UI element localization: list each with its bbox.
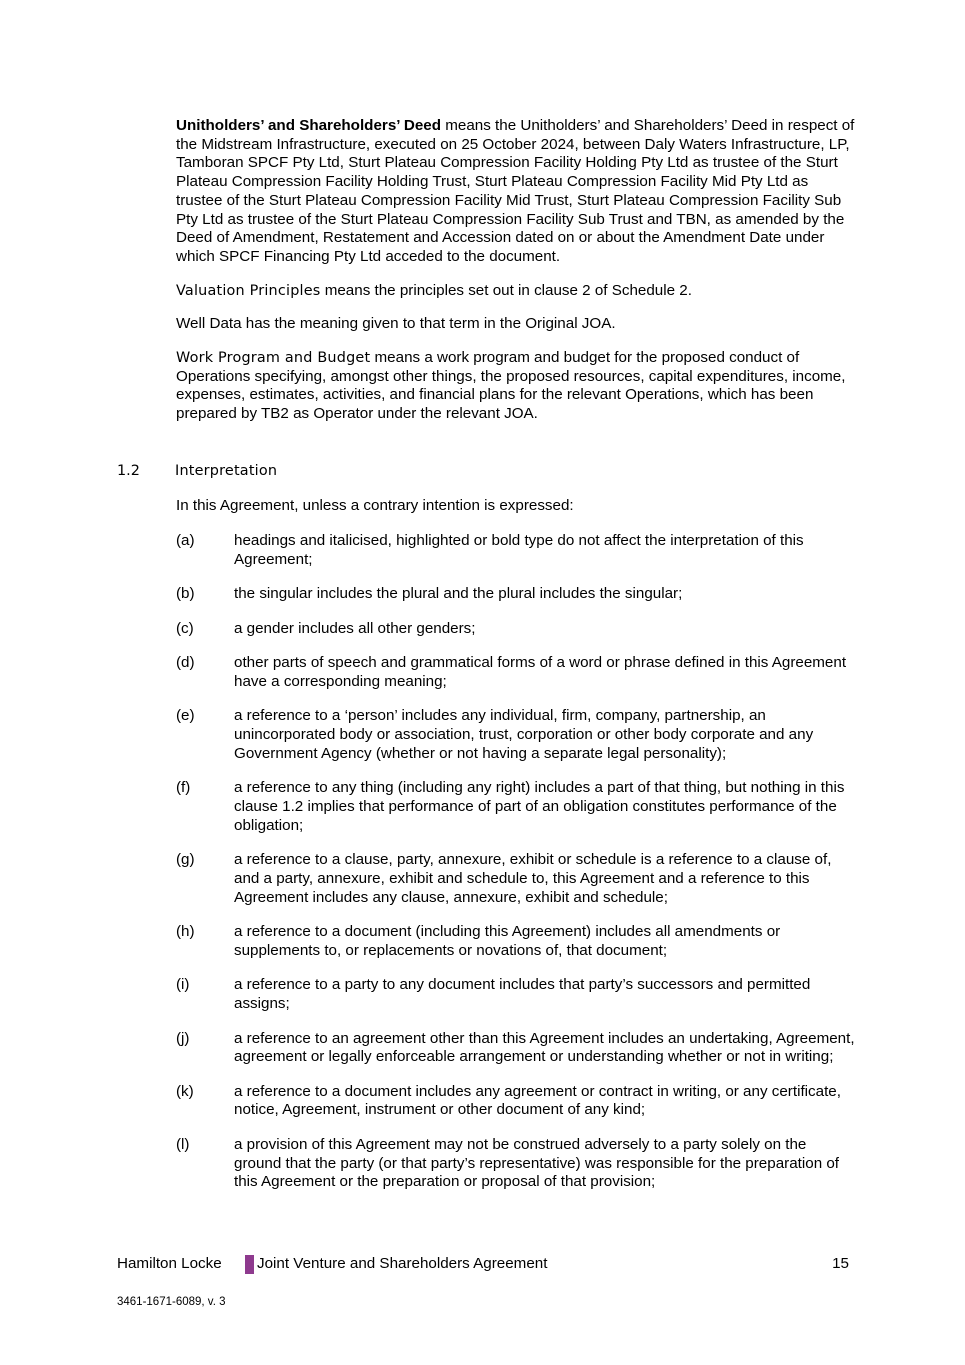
list-item <box>176 1083 857 1120</box>
defined-term: Well Data <box>176 315 242 333</box>
list-item <box>176 1030 857 1067</box>
definition-valuation-principles <box>176 282 856 301</box>
item-label: (e) <box>176 707 195 725</box>
item-label: (j) <box>176 1029 190 1047</box>
defined-term: Work Program and Budget <box>176 350 371 367</box>
definition-text: means a work program and budget for the proposed conduct of Operations specifying, amongst other things, the proposed resources, capital expenditures, income, expenses, estimates, activities, and financial plans for the relevant Operations, which has been prepared by TB2 as Operator under the relevant JOA. <box>176 349 846 423</box>
list-item <box>176 1136 857 1192</box>
definition-text: means the principles set out in clause 2 of Schedule 2. <box>320 281 692 299</box>
defined-term: Valuation Principles <box>176 282 321 299</box>
list-item <box>176 620 857 639</box>
item-text: a reference to a clause, party, annexure, exhibit or schedule is a reference to a clause of, and a party, annexure, exhibit and schedule to, this Agreement and a reference to this Agreement includes any clause, annexure, exhibit and schedule; <box>234 851 832 906</box>
document-id: 3461-1671-6089, v. 3 <box>117 1296 226 1308</box>
item-label: (d) <box>176 654 195 672</box>
list-item <box>176 976 857 1013</box>
list-item <box>176 654 857 691</box>
item-label: (f) <box>176 779 191 797</box>
item-label: (l) <box>176 1135 190 1153</box>
definition-well-data <box>176 315 856 334</box>
section-number: 1.2 <box>117 463 140 479</box>
item-text: a reference to a document includes any agreement or contract in writing, or any certificate, notice, Agreement, instrument or other document of any kind; <box>234 1082 841 1119</box>
item-text: a reference to a document (including this Agreement) includes all amendments or supplements to, or replacements or novations of, that document; <box>234 923 781 959</box>
item-text: a gender includes all other genders; <box>234 619 476 637</box>
item-text: a reference to a party to any document includes that party’s successors and permitted assigns; <box>234 976 811 1013</box>
interpretation-list <box>176 532 857 1208</box>
item-label: (k) <box>176 1082 194 1100</box>
definitions-block <box>176 117 856 439</box>
item-text: the singular includes the plural and the plural includes the singular; <box>234 585 683 603</box>
definition-text: means the Unitholders’ and Shareholders’ Deed in respect of the Midstream Infrastructure, executed on 25 October 2024, between Daly Waters Infrastructure, LP, Tamboran SPCF Pty Ltd, Sturt Plateau Compression Facility Holding Pty Ltd as trustee of the Sturt Plateau Compression Facility Holding Trust, Sturt Plateau Compression Facility Mid Pty Ltd as trustee of the Sturt Plateau Compression Facility Mid Trust, Sturt Plateau Compression Facility Sub Pty Ltd as trustee of the Sturt Plateau Compression Facility Sub Trust and TBN, as amended by the Deed of Amendment, Restatement and Accession dated on or about the Amendment Date under which SPCF Financing Pty Ltd acceded to the document. <box>176 117 855 265</box>
item-text: a reference to an agreement other than this Agreement includes an undertaking, Agreement, agreement or legally enforceable arrangement or understanding whether or not in writing; <box>234 1029 855 1066</box>
definition-work-program-budget <box>176 349 856 424</box>
brand-bar-icon <box>245 1255 254 1274</box>
item-text: a provision of this Agreement may not be construed adversely to a party solely on the ground that the party (or that party’s representative) was responsible for the preparation of this Agreement or the preparation or proposal of that provision; <box>234 1135 840 1191</box>
item-label: (b) <box>176 585 195 603</box>
firm-name: Hamilton Locke <box>117 1255 222 1272</box>
page-footer <box>117 1255 857 1277</box>
footer-document-title: Joint Venture and Shareholders Agreement <box>257 1255 548 1272</box>
item-label: (h) <box>176 923 195 941</box>
item-text: other parts of speech and grammatical forms of a word or phrase defined in this Agreement have a corresponding meaning; <box>234 654 847 690</box>
definition-unitholders-deed <box>176 117 856 267</box>
item-text: headings and italicised, highlighted or bold type do not affect the interpretation of this Agreement; <box>234 532 804 568</box>
section-intro: In this Agreement, unless a contrary intention is expressed: <box>176 497 574 514</box>
item-label: (i) <box>176 976 190 994</box>
item-label: (g) <box>176 851 195 869</box>
section-title: Interpretation <box>175 463 278 479</box>
list-item <box>176 585 857 604</box>
page-number: 15 <box>832 1255 849 1272</box>
list-item <box>176 779 857 835</box>
list-item <box>176 923 857 960</box>
item-label: (c) <box>176 619 194 637</box>
item-label: (a) <box>176 532 195 549</box>
defined-term: Unitholders’ and Shareholders’ Deed <box>176 117 442 134</box>
definition-text: has the meaning given to that term in the Original JOA. <box>241 315 616 333</box>
list-item <box>176 707 857 763</box>
list-item <box>176 851 857 907</box>
list-item <box>176 532 857 569</box>
item-text: a reference to a ‘person’ includes any individual, firm, company, partnership, an unincorporated body or association, trust, corporation or other body corporate and any Government Agency (whether or not having a separate legal personality); <box>234 707 814 762</box>
item-text: a reference to any thing (including any right) includes a part of that thing, but nothing in this clause 1.2 implies that performance of part of an obligation constitutes performance of the obligation; <box>234 779 845 834</box>
